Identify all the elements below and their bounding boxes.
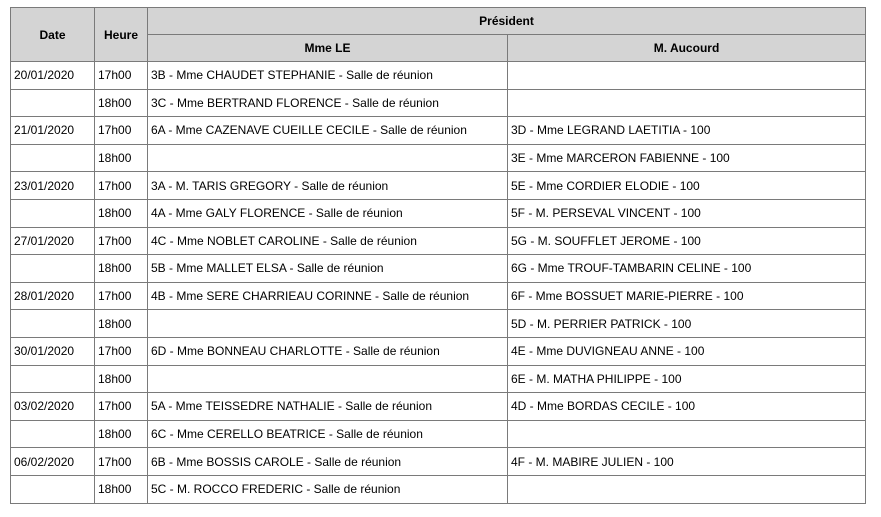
table-row	[11, 393, 866, 421]
m-aucourd-cell: 6G - Mme TROUF-TAMBARIN CELINE - 100	[508, 255, 866, 283]
mme-le-cell: 4C - Mme NOBLET CAROLINE - Salle de réunion	[148, 227, 508, 255]
date-cell	[11, 144, 95, 172]
m-aucourd-cell: 5G - M. SOUFFLET JEROME - 100	[508, 227, 866, 255]
mme-le-cell: 5B - Mme MALLET ELSA - Salle de réunion	[148, 255, 508, 283]
header-date: Date	[11, 8, 95, 62]
m-aucourd-cell: 5E - Mme CORDIER ELODIE - 100	[508, 172, 866, 200]
m-aucourd-cell: 4D - Mme BORDAS CECILE - 100	[508, 393, 866, 421]
table-body	[11, 62, 866, 504]
table-row	[11, 227, 866, 255]
m-aucourd-cell: 5D - M. PERRIER PATRICK - 100	[508, 310, 866, 338]
time-cell: 17h00	[95, 337, 148, 365]
time-cell: 18h00	[95, 89, 148, 117]
date-cell: 20/01/2020	[11, 62, 95, 90]
table-row	[11, 199, 866, 227]
table-row	[11, 117, 866, 145]
m-aucourd-cell	[508, 475, 866, 503]
date-cell	[11, 310, 95, 338]
m-aucourd-cell: 3E - Mme MARCERON FABIENNE - 100	[508, 144, 866, 172]
m-aucourd-cell: 5F - M. PERSEVAL VINCENT - 100	[508, 199, 866, 227]
date-cell: 28/01/2020	[11, 282, 95, 310]
mme-le-cell: 3C - Mme BERTRAND FLORENCE - Salle de réunion	[148, 89, 508, 117]
date-cell: 30/01/2020	[11, 337, 95, 365]
mme-le-cell: 5A - Mme TEISSEDRE NATHALIE - Salle de réunion	[148, 393, 508, 421]
date-cell: 23/01/2020	[11, 172, 95, 200]
time-cell: 18h00	[95, 475, 148, 503]
time-cell: 17h00	[95, 117, 148, 145]
time-cell: 18h00	[95, 420, 148, 448]
mme-le-cell: 4B - Mme SERE CHARRIEAU CORINNE - Salle de réunion	[148, 282, 508, 310]
date-cell	[11, 89, 95, 117]
date-cell: 03/02/2020	[11, 393, 95, 421]
time-cell: 18h00	[95, 144, 148, 172]
schedule-container	[10, 7, 866, 504]
date-cell: 21/01/2020	[11, 117, 95, 145]
mme-le-cell: 6C - Mme CERELLO BEATRICE - Salle de réunion	[148, 420, 508, 448]
mme-le-cell: 6D - Mme BONNEAU CHARLOTTE - Salle de réunion	[148, 337, 508, 365]
table-header	[11, 8, 866, 62]
table-row	[11, 282, 866, 310]
schedule-table	[10, 7, 866, 504]
time-cell: 17h00	[95, 448, 148, 476]
table-row	[11, 420, 866, 448]
table-row	[11, 255, 866, 283]
time-cell: 18h00	[95, 310, 148, 338]
mme-le-cell: 3A - M. TARIS GREGORY - Salle de réunion	[148, 172, 508, 200]
date-cell: 27/01/2020	[11, 227, 95, 255]
table-row	[11, 62, 866, 90]
mme-le-cell: 4A - Mme GALY FLORENCE - Salle de réunion	[148, 199, 508, 227]
m-aucourd-cell	[508, 420, 866, 448]
time-cell: 18h00	[95, 199, 148, 227]
m-aucourd-cell	[508, 89, 866, 117]
m-aucourd-cell: 4F - M. MABIRE JULIEN - 100	[508, 448, 866, 476]
mme-le-cell: 6A - Mme CAZENAVE CUEILLE CECILE - Salle de réunion	[148, 117, 508, 145]
header-president: Président	[148, 8, 866, 35]
m-aucourd-cell: 6E - M. MATHA PHILIPPE - 100	[508, 365, 866, 393]
time-cell: 18h00	[95, 255, 148, 283]
date-cell: 06/02/2020	[11, 448, 95, 476]
date-cell	[11, 255, 95, 283]
date-cell	[11, 420, 95, 448]
date-cell	[11, 365, 95, 393]
table-row	[11, 310, 866, 338]
header-m-aucourd: M. Aucourd	[508, 35, 866, 62]
header-mme-le: Mme LE	[148, 35, 508, 62]
mme-le-cell	[148, 365, 508, 393]
table-row	[11, 144, 866, 172]
table-row	[11, 448, 866, 476]
m-aucourd-cell	[508, 62, 866, 90]
date-cell	[11, 475, 95, 503]
time-cell: 18h00	[95, 365, 148, 393]
mme-le-cell	[148, 144, 508, 172]
table-row	[11, 365, 866, 393]
header-heure: Heure	[95, 8, 148, 62]
time-cell: 17h00	[95, 62, 148, 90]
date-cell	[11, 199, 95, 227]
time-cell: 17h00	[95, 227, 148, 255]
time-cell: 17h00	[95, 282, 148, 310]
time-cell: 17h00	[95, 172, 148, 200]
m-aucourd-cell: 3D - Mme LEGRAND LAETITIA - 100	[508, 117, 866, 145]
mme-le-cell	[148, 310, 508, 338]
mme-le-cell: 6B - Mme BOSSIS CAROLE - Salle de réunion	[148, 448, 508, 476]
m-aucourd-cell: 4E - Mme DUVIGNEAU ANNE - 100	[508, 337, 866, 365]
table-row	[11, 89, 866, 117]
m-aucourd-cell: 6F - Mme BOSSUET MARIE-PIERRE - 100	[508, 282, 866, 310]
time-cell: 17h00	[95, 393, 148, 421]
table-row	[11, 172, 866, 200]
table-row	[11, 337, 866, 365]
table-row	[11, 475, 866, 503]
mme-le-cell: 3B - Mme CHAUDET STEPHANIE - Salle de réunion	[148, 62, 508, 90]
mme-le-cell: 5C - M. ROCCO FREDERIC - Salle de réunion	[148, 475, 508, 503]
